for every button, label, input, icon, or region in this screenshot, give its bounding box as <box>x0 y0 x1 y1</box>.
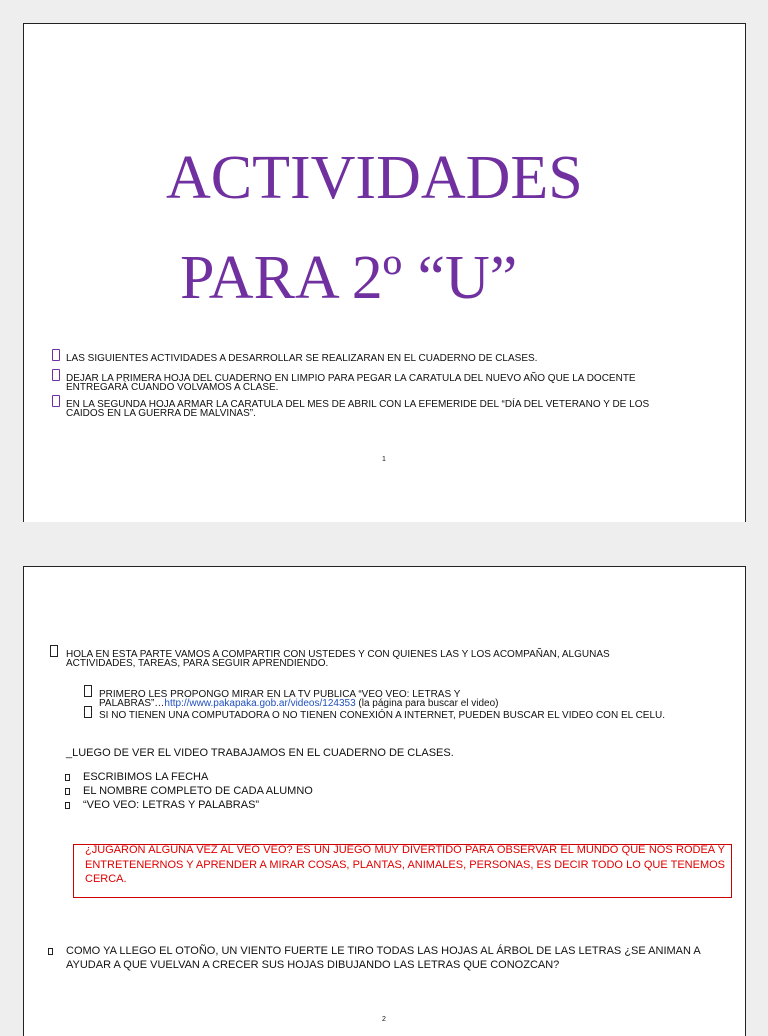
intro-bullet-2: DEJAR LA PRIMERA HOJA DEL CUADERNO EN LIMPIO PARA PEGAR LA CARATULA DEL NUEVO AÑO QUE LA DOCENTE <box>66 373 636 384</box>
video-link[interactable]: http://www.pakapaka.gob.ar/videos/124353 <box>164 698 356 709</box>
intro-bullet-3-cont: CAIDOS EN LA GUERRA DE MALVINAS”. <box>66 408 256 419</box>
autumn-activity-line-2: AYUDAR A QUE VUELVAN A CRECER SUS HOJAS DIBUJANDO LAS LETRAS QUE CONOZCAN? <box>66 959 560 971</box>
bullet-icon <box>50 645 58 657</box>
bullet-icon <box>48 948 53 955</box>
hello-line-2: ACTIVIDADES, TAREAS, PARA SEGUIR APRENDIENDO. <box>66 658 329 669</box>
page-number-1: 1 <box>382 456 386 463</box>
page-title-line-1: ACTIVIDADES <box>166 144 583 212</box>
bullet-icon <box>65 774 70 781</box>
intro-bullet-1: LAS SIGUIENTES ACTIVIDADES A DESARROLLAR SE REALIZARAN EN EL CUADERNO DE CLASES. <box>66 353 538 364</box>
page-number-2: 2 <box>382 1016 386 1023</box>
bullet-icon <box>84 706 92 718</box>
watch-tv-line-1: PRIMERO LES PROPONGO MIRAR EN LA TV PUBLICA “VEO VEO: LETRAS Y <box>99 689 461 700</box>
intro-bullet-3: EN LA SEGUNDA HOJA ARMAR LA CARATULA DEL MES DE ABRIL CON LA EFEMERIDE DEL “DÍA DEL VETERANO Y DE LOS <box>66 399 650 410</box>
bullet-icon <box>84 685 92 697</box>
page-title-line-2: PARA 2º “U” <box>180 244 518 312</box>
bullet-icon <box>52 349 60 361</box>
no-computer-note: SI NO TIENEN UNA COMPUTADORA O NO TIENEN CONEXIÓN A INTERNET, PUEDEN BUSCAR EL VIDEO CON EL CELU. <box>99 710 666 721</box>
list-item: “VEO VEO: LETRAS Y PALABRAS” <box>83 799 260 811</box>
bullet-icon <box>65 788 70 795</box>
veo-veo-callout-text: ¿JUGARON ALGUNA VEZ AL VEO VEO? ES UN JUEGO MUY DIVERTIDO PARA OBSERVAR EL MUNDO QUE NOS RODEA Y ENTRETENERNOS Y APRENDER A MIRAR COSAS, PLANTAS, ANIMALES, PERSONAS, ES DECIR TODO LO QUE TENEMOS CERCA. <box>85 844 725 885</box>
document-page-1-bottom-strip <box>23 489 746 522</box>
list-item: ESCRIBIMOS LA FECHA <box>83 771 209 783</box>
after-video-heading: _LUEGO DE VER EL VIDEO TRABAJAMOS EN EL CUADERNO DE CLASES. <box>66 747 454 759</box>
watch-tv-line-2: PALABRAS”…http://www.pakapaka.gob.ar/videos/124353 (la página para buscar el video) <box>99 698 499 709</box>
bullet-icon <box>52 369 60 381</box>
list-item: EL NOMBRE COMPLETO DE CADA ALUMNO <box>83 785 313 797</box>
autumn-activity-line-1: COMO YA LLEGO EL OTOÑO, UN VIENTO FUERTE LE TIRO TODAS LAS HOJAS AL ÁRBOL DE LAS LETRAS ¿SE ANIMAN A <box>66 945 701 957</box>
bullet-icon <box>52 395 60 407</box>
intro-bullet-2-cont: ENTREGARÁ CUANDO VOLVAMOS A CLASE. <box>66 382 279 393</box>
bullet-icon <box>65 802 70 809</box>
hello-line-1: HOLA EN ESTA PARTE VAMOS A COMPARTIR CON USTEDES Y CON QUIENES LAS Y LOS ACOMPAÑAN, ALGUNAS <box>66 649 610 660</box>
